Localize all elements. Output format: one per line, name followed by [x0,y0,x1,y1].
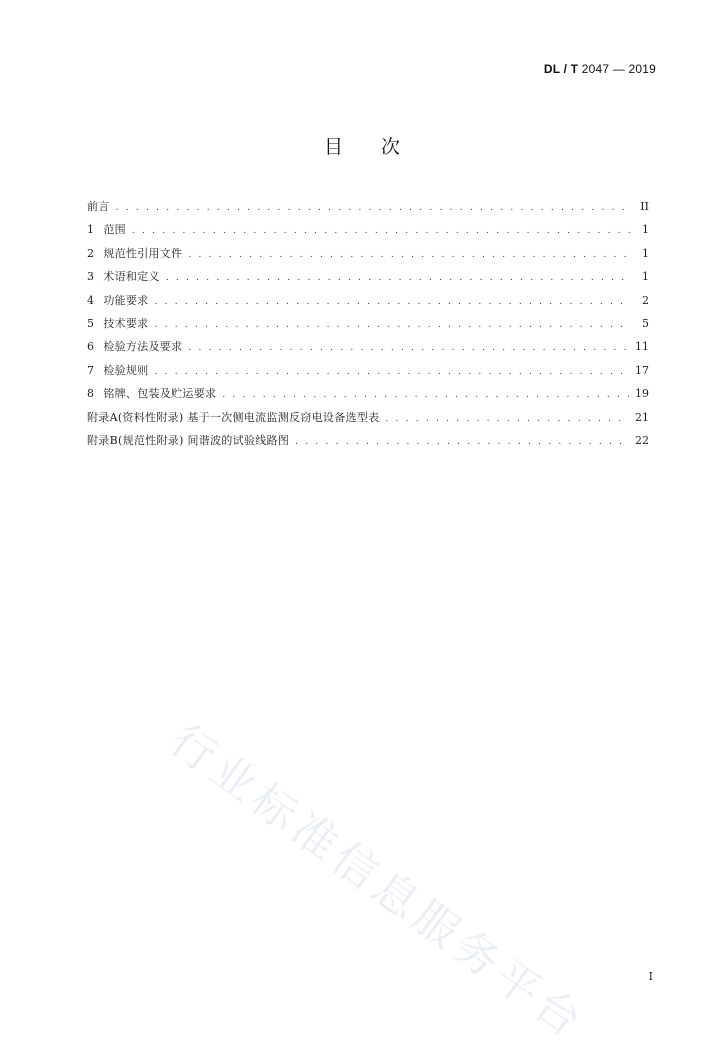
toc-entry-title: 铭牌、包装及贮运要求 [103,387,217,401]
toc-entry-label [87,338,182,354]
toc-entry-number: 2 [87,246,95,260]
toc-leader-dots [132,226,631,236]
toc-leader-dots [188,250,631,260]
toc-leader-dots [155,367,629,377]
toc-entry-title: 范围 [103,223,126,237]
toc-leader-dots [188,343,629,353]
toc-entry-title: 检验方法及要求 [103,340,183,354]
toc-entry[interactable] [87,221,649,244]
toc-leader-dots [155,320,631,330]
toc-entry-label [87,268,160,284]
toc-entry-page: 1 [642,270,649,284]
toc-entry-page: II [640,200,649,213]
toc-entry-title: 前言 [87,200,110,213]
toc-entry-title: 技术要求 [103,316,149,330]
toc-entry-title: 检验规则 [103,363,149,377]
toc-entry-page: 1 [642,246,649,260]
toc-entry[interactable] [87,409,649,432]
toc-entry-number: 4 [87,293,95,307]
toc-entry-number: 6 [87,340,95,354]
watermark: 行业标准信息服务平台 [160,715,595,1051]
toc-entry[interactable] [87,362,649,385]
toc-entry-label [87,221,126,237]
toc-leader-dots [385,414,629,424]
toc-entry-label [87,409,379,425]
toc-entry-number: 8 [87,387,95,401]
toc-entry[interactable] [87,198,649,221]
toc-entry-number: 3 [87,270,95,284]
toc-entry-title: 附录B(规范性附录) 间谐波的试验线路图 [87,433,290,447]
page-title: 目次 [323,136,438,158]
toc-entry-page: 19 [635,387,649,401]
toc-entry-number: 5 [87,316,95,330]
toc-entry-label [87,385,216,401]
toc-entry-page: 21 [635,410,649,424]
toc-entry-page: 22 [635,433,649,447]
toc-entry-page: 17 [635,363,649,377]
document-code-number: 2047 — 2019 [578,62,656,76]
toc-leader-dots [295,437,629,447]
toc-leader-dots [116,203,631,213]
toc-entry[interactable] [87,385,649,408]
toc-entry[interactable] [87,292,649,315]
toc-leader-dots [166,273,631,283]
document-code [544,62,656,76]
toc-entry-page: 5 [642,316,649,330]
table-of-contents [87,198,649,455]
toc-entry-label [87,432,289,448]
toc-entry-title: 规范性引用文件 [103,246,183,260]
toc-entry-title: 附录A(资料性附录) 基于一次侧电流监测反窃电设备选型表 [87,410,380,424]
toc-entry-label [87,315,149,331]
toc-entry-label [87,198,110,214]
toc-entry-title: 术语和定义 [103,270,160,284]
toc-leader-dots [222,390,629,400]
toc-leader-dots [155,297,631,307]
page-number: I [648,970,653,983]
toc-entry[interactable] [87,432,649,455]
toc-entry[interactable] [87,338,649,361]
toc-entry[interactable] [87,268,649,291]
toc-entry-title: 功能要求 [103,293,149,307]
toc-entry-label [87,245,182,261]
toc-entry-number: 1 [87,223,95,237]
toc-entry-label [87,362,149,378]
toc-entry-number: 7 [87,363,95,377]
toc-entry-page: 11 [635,340,649,354]
toc-entry[interactable] [87,315,649,338]
document-code-prefix: DL / T [543,62,579,76]
toc-entry-label [87,292,149,308]
toc-entry[interactable] [87,245,649,268]
toc-entry-page: 2 [642,293,649,307]
toc-entry-page: 1 [642,223,649,237]
